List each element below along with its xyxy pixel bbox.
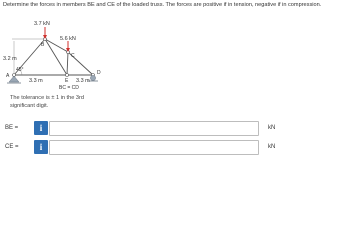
answer-unit-ce: kN — [268, 144, 276, 150]
answer-row-be — [0, 121, 350, 139]
info-icon[interactable]: i — [34, 140, 48, 154]
node-label-c: C — [71, 53, 75, 59]
angle-label: 45° — [16, 67, 24, 73]
answer-row-ce — [0, 140, 350, 158]
answer-label-be: BE = — [5, 125, 19, 131]
joint-b — [44, 38, 47, 41]
node-label-e: E — [65, 78, 69, 84]
joint-e — [66, 74, 69, 77]
node-label-a: A — [6, 73, 10, 79]
answer-input-ce[interactable] — [49, 140, 259, 155]
answer-unit-be: kN — [268, 125, 276, 131]
member-ce — [67, 52, 68, 75]
answer-label-ce: CE = — [5, 144, 19, 150]
span-label-2: 3.3 m — [76, 78, 90, 84]
answer-input-be[interactable] — [49, 121, 259, 136]
joint-c — [67, 51, 70, 54]
member-be — [45, 39, 67, 75]
node-label-d: D — [97, 70, 101, 76]
tolerance-line-1: The tolerance is ± 1 in the 3rd — [10, 95, 84, 101]
height-label: 3.2 m — [3, 56, 17, 62]
span-label-1: 3.3 m — [29, 78, 43, 84]
info-icon[interactable]: i — [34, 121, 48, 135]
truss-members — [14, 39, 93, 75]
load-label-c: 5.6 kN — [60, 36, 76, 42]
tolerance-note — [10, 94, 84, 110]
equality-note: BC = CD — [59, 85, 79, 91]
load-label-b: 3.7 kN — [34, 21, 50, 27]
node-label-b: B — [41, 42, 45, 48]
problem-statement: Determine the forces in members BE and CE of the loaded truss. The forces are positive if in tension, negative if in compression. — [3, 2, 322, 8]
truss-figure — [0, 0, 350, 92]
tolerance-line-2: significant digit. — [10, 103, 49, 109]
